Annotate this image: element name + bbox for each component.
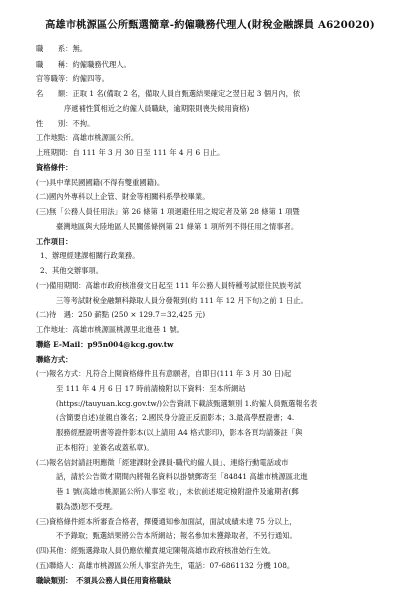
screening-notice: (三)資格條件經本所審查合格者，擇優通知參加面試，面試成績未達 75 分以上， [36,517,297,526]
employment-period-continued: 三等考試財稅金融類科錄取人員分發報到(約 111 年 12 月下旬)之前 1 日止。 [56,296,308,305]
apply-method-line-5: 服務經歷證明書等證件影本(以上請用 A4 格式影印)，影本各頁均請簽註「與 [56,428,303,437]
contact-person: (五)聯絡人：高雄市桃源區公所人事室許先生，電話：07-6861132 分機 108。 [36,561,295,570]
other-notice: (四)其他：經甄選錄取人員仍應依權責規定陳報高雄市政府核准始行生效。 [36,546,276,555]
screening-notice-continued: 不予錄取；甄選結果將公告本所網站；報名參加未獲錄取者，不另行通知。 [56,531,297,540]
envelope-instructions: (二)報名信封請註明應徵「經建課財金課員-職代約僱人員」、連絡行動電話或市 [36,458,289,467]
envelope-instructions-line-3: 巷 1 號(高雄市桃源區公所)人事室 收」，未依前述規定檢附證件及逾期者(郵 [56,487,299,496]
contact-email: 聯絡 E-Mail：p95n004@kcg.gov.tw [36,340,174,349]
section-contact: 聯絡方式： [36,355,73,364]
qualification-item-2: (二)國內外專科以上企管、財金等相關科系學校畢業。 [36,192,210,201]
field-job-title: 職 稱：約僱職務代理人。 [36,60,131,69]
qualification-item-3-continued: 臺灣地區與大陸地區人民關係條例第 21 條第 1 項所列不得任用之情事者。 [56,222,299,231]
field-quota-continued: 序遞補性質相近之約僱人員職缺，逾期限則喪失候用資格) [64,104,250,113]
envelope-instructions-line-4: 戳為憑)恕不受理。 [56,502,118,511]
field-gender: 性 別：不拘。 [36,119,95,128]
salary: (二)待 遇：250 薪點 (250 × 129.7＝32,425 元) [36,310,206,319]
field-quota: 名 額：正取 1 名(備取 2 名，備取人員自甄選結果確定之翌日起 3 個月內，依 [36,89,301,98]
envelope-instructions-line-2: 話，請於公告徵才期間內將報名資料以掛號郵寄至「84841 高雄市桃源區北進 [56,472,308,481]
work-address: 工作地址：高雄市桃源區桃源里北進巷 1 號。 [36,325,184,334]
field-series: 職 系：無。 [36,44,88,53]
vacancy-category: 職缺類別： 不須具公務人員任用資格職缺 [36,576,171,585]
qualification-item-3: (三)無「公務人員任用法」第 26 條第 1 項迴避任用之規定者及第 28 條第 1 項暨 [36,207,300,216]
apply-method-line-6: 正本相符」並簽名或蓋私章)。 [56,443,154,452]
apply-method-line-2: 至 111 年 4 月 6 日 17 時前請檢附以下資料：至本所網站 [56,384,246,393]
apply-method-line-3: (https://tauyuan.kcg.gov.tw/)公告資訊下載該甄選類別 1.約僱人員甄選報名表 [56,399,318,408]
apply-method-line-4: (含簡要自述)並親自簽名；2.國民身分證正反面影本；3.最高學歷證書；4. [56,413,295,422]
field-grade: 官等職等：約僱四等。 [36,74,109,83]
field-work-period: 上班期間：自 111 年 3 月 30 日至 111 年 4 月 6 日止。 [36,148,225,157]
employment-period: (一)備用期間：高雄市政府核准發文日起至 111 年公務人員特種考試原住民族考試 [36,281,302,290]
qualification-item-1: (一)具中華民國國籍(不得有雙重國籍)。 [36,178,165,187]
apply-method: (一)報名方式：凡符合上開資格條件且有意願者，自即日(111 年 3 月 30 日)起 [36,369,292,378]
section-work-items: 工作項目： [36,237,73,246]
document-title: 高雄市桃源區公所甄選簡章-約僱職務代理人(財稅金融課員 A620020) [45,19,375,31]
section-qualifications: 資格條件： [36,163,73,172]
work-item-1: 1、辦理經建課相關行政業務。 [40,251,140,260]
field-work-location: 工作地點：高雄市桃源區公所。 [36,133,139,142]
work-item-2: 2、其他交辦事項。 [40,266,104,275]
